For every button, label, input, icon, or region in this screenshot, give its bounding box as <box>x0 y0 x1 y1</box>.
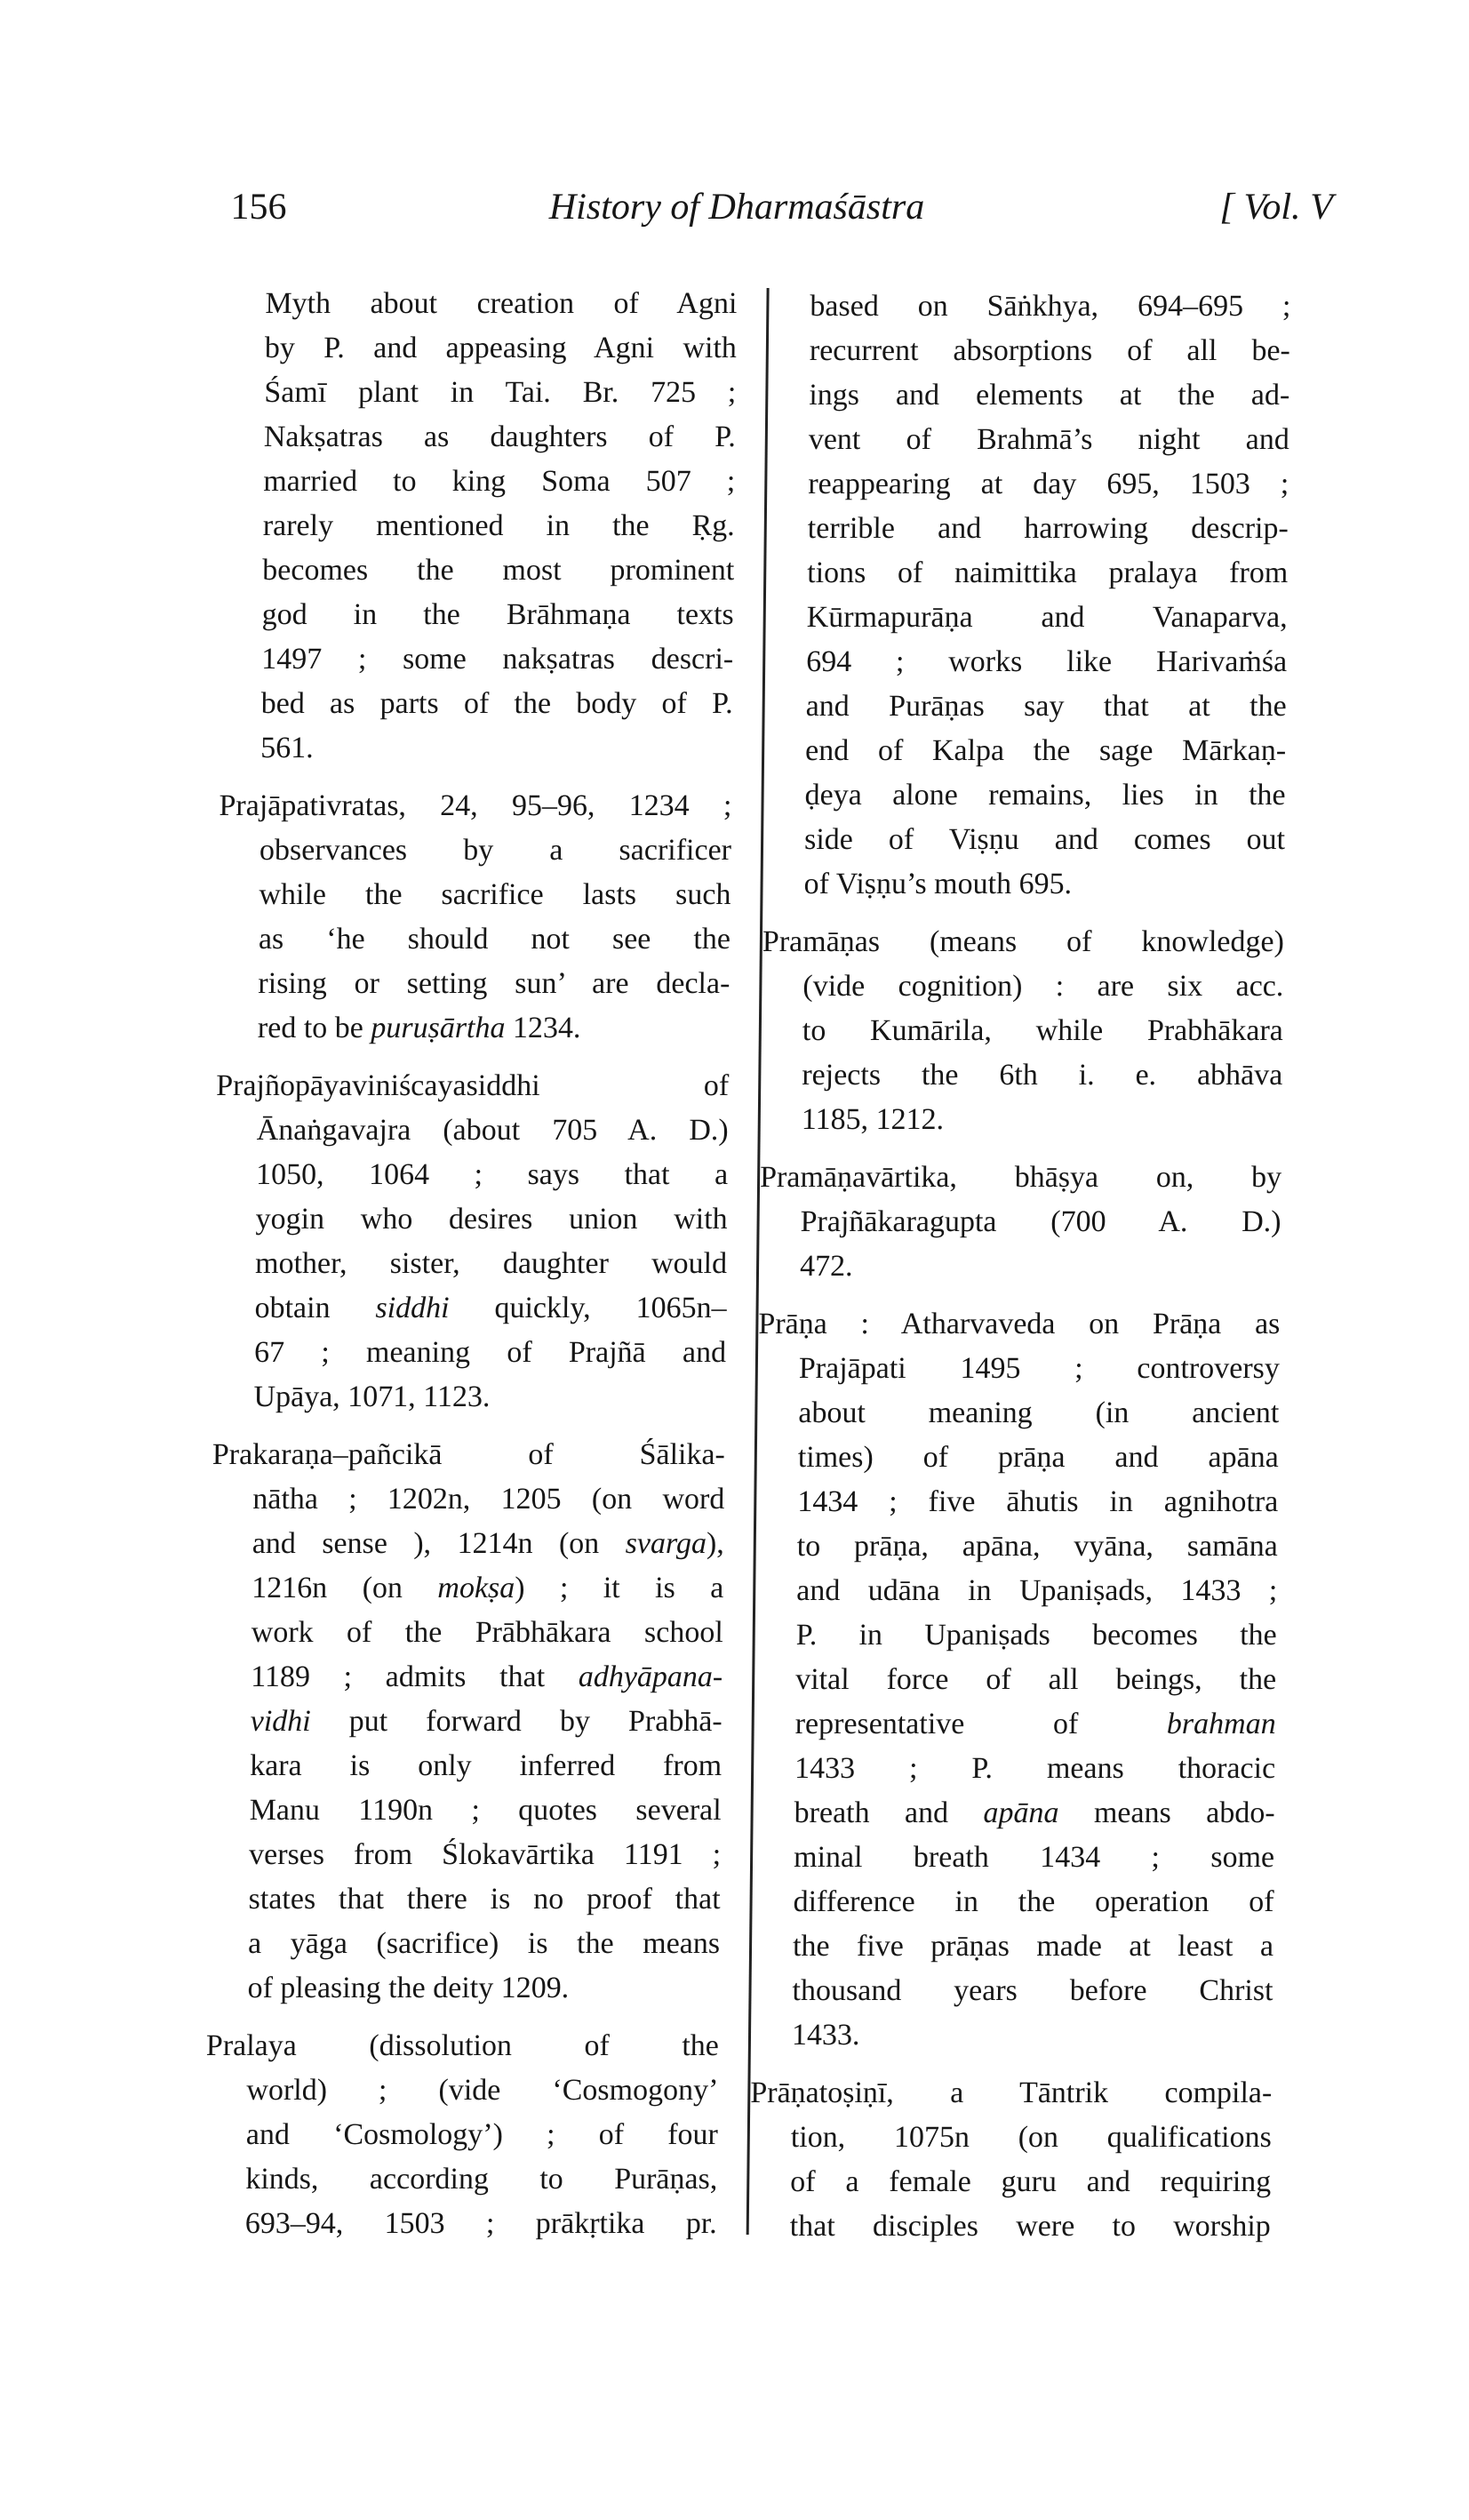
entry-headword-line: Prāṇatoṣiṇī, a Tāntrik compila- <box>750 2076 1273 2109</box>
entry-line: Upāya, 1071, 1123. <box>253 1380 491 1413</box>
entry-line: of Viṣṇu’s mouth 695. <box>803 868 1073 900</box>
index-entry <box>758 1302 1281 2058</box>
entry-line <box>258 1006 731 1051</box>
italic-term: adhyāpana- <box>578 1660 723 1693</box>
italic-term: brahman <box>1166 1708 1276 1740</box>
index-column-left <box>205 282 738 2246</box>
entry-line: and ‘Cosmology’) ; of four <box>245 2118 719 2151</box>
entry-line: of a female guru and requiring <box>790 2165 1272 2198</box>
index-entry <box>750 2071 1273 2249</box>
italic-term: puruṣārtha <box>371 1012 506 1044</box>
italic-term: siddhi <box>375 1292 450 1324</box>
entry-line: 693–94, 1503 ; prākṛtika pr. <box>244 2207 717 2240</box>
entry-line: difference in the operation of <box>793 1885 1274 1918</box>
entry-line: married to king Soma 507 ; <box>263 465 736 498</box>
entry-line: Prajāpati 1495 ; controversy <box>798 1352 1281 1385</box>
entry-line: Prajñākaragupta (700 A. D.) <box>800 1205 1281 1238</box>
entry-line: rising or setting sun’ are decla- <box>258 967 731 1000</box>
entry-line: 694 ; works like Harivaṁśa <box>806 645 1288 678</box>
entry-line: becomes the most prominent <box>262 554 735 587</box>
entry-line: nātha ; 1202n, 1205 (on word <box>252 1483 725 1516</box>
entry-line: about meaning (in ancient <box>798 1396 1280 1429</box>
entry-line: to prāṇa, apāna, vyāna, samāna <box>796 1530 1278 1563</box>
volume-label: [ Vol. V <box>1219 187 1333 228</box>
index-entry <box>260 282 738 771</box>
text-segment: breath and <box>794 1796 984 1829</box>
running-title: History of Dharmaśāstra <box>548 187 925 228</box>
entry-headword-line: Pramāṇavārtika, bhāṣya on, by <box>759 1161 1282 1194</box>
entry-line <box>254 1286 727 1331</box>
entry-line: Manu 1190n ; quotes several <box>249 1794 722 1827</box>
entry-line: Nakṣatras as daughters of P. <box>263 420 737 453</box>
italic-term: apāna <box>983 1796 1059 1829</box>
text-segment: ) ; it is a <box>515 1572 724 1604</box>
entry-line: observances by a sacrificer <box>259 834 732 867</box>
entry-line: reappearing at day 695, 1503 ; <box>808 468 1289 500</box>
index-entry <box>803 284 1290 907</box>
entry-line: kinds, according to Purāṇas, <box>245 2163 718 2196</box>
entry-line: 1434 ; five āhutis in agnihotra <box>797 1485 1279 1518</box>
entry-line: ḍeya alone remains, lies in the <box>804 779 1286 812</box>
text-segment: means abdo- <box>1058 1796 1275 1829</box>
italic-term: vidhi <box>250 1705 311 1738</box>
entry-line: tion, 1075n (on qualifications <box>790 2121 1273 2154</box>
entry-line: rejects the 6th i. e. abhāva <box>802 1059 1283 1092</box>
entry-line: and Purāṇas say that at the <box>805 690 1287 723</box>
entry-line: Kūrmapurāṇa and Vanaparva, <box>806 601 1288 634</box>
page-number: 156 <box>230 187 287 228</box>
entry-line: rarely mentioned in the Ṛg. <box>262 509 735 542</box>
index-entry <box>219 784 732 1051</box>
entry-line: end of Kalpa the sage Mārkaṇ- <box>804 734 1287 767</box>
entry-line: side of Viṣṇu and comes out <box>803 823 1286 856</box>
entry-line: while the sacrifice lasts such <box>259 878 731 911</box>
entry-line: to Kumārila, while Prabhākara <box>802 1014 1284 1047</box>
entry-line: 67 ; meaning of Prajñā and <box>253 1336 727 1369</box>
index-entry <box>212 1433 726 2011</box>
text-segment: representative of <box>794 1708 1168 1740</box>
entry-line: work of the Prābhākara school <box>251 1616 723 1649</box>
entry-line: of pleasing the deity 1209. <box>247 1972 570 2004</box>
text-segment: quickly, 1065n– <box>449 1292 727 1324</box>
entry-line: by P. and appeasing Agni with <box>264 332 738 364</box>
entry-line: 1050, 1064 ; says that a <box>255 1158 729 1191</box>
entry-line: ings and elements at the ad- <box>809 379 1290 412</box>
entry-line: and udāna in Upaniṣads, 1433 ; <box>796 1574 1278 1607</box>
text-segment: 1189 ; admits that <box>251 1660 579 1693</box>
entry-line: P. in Upaniṣads becomes the <box>795 1619 1277 1652</box>
entry-line: 1433. <box>791 2019 860 2052</box>
entry-line <box>251 1566 724 1611</box>
entry-line <box>251 1655 723 1700</box>
entry-line <box>250 1700 723 1744</box>
entry-line: tions of naimittika pralaya from <box>807 556 1289 589</box>
entry-line: vent of Brahmā’s night and <box>808 423 1290 456</box>
entry-line: terrible and harrowing descrip- <box>807 512 1289 545</box>
entry-headword-line: Pramāṇas (means of knowledge) <box>762 925 1285 958</box>
text-segment: red to be <box>257 1012 371 1044</box>
italic-term: svarga <box>625 1527 707 1560</box>
entry-line: bed as parts of the body of P. <box>260 687 733 720</box>
entry-line: world) ; (vide ‘Cosmogony’ <box>246 2074 719 2107</box>
index-entry <box>216 1064 730 1420</box>
entry-headword-line: Pralaya (dissolution of the <box>205 2029 720 2062</box>
entry-line: 1185, 1212. <box>801 1103 945 1136</box>
entry-line: states that there is no proof that <box>248 1883 721 1916</box>
text-segment: obtain <box>254 1292 376 1324</box>
entry-line: 472. <box>799 1250 853 1283</box>
entry-line: the five prāṇas made at least a <box>792 1930 1274 1963</box>
text-segment: put forward by Prabhā- <box>310 1705 723 1738</box>
index-entry <box>205 2024 720 2246</box>
entry-line: 561. <box>259 732 314 764</box>
entry-headword-line: Prajñopāyaviniścayasiddhi of <box>216 1069 730 1102</box>
entry-line <box>794 1702 1276 1747</box>
entry-line: 1433 ; P. means thoracic <box>794 1752 1276 1785</box>
entry-line: Myth about creation of Agni <box>265 287 738 320</box>
entry-line <box>794 1791 1275 1836</box>
entry-line: Śamī plant in Tai. Br. 725 ; <box>264 376 737 409</box>
entry-line: verses from Ślokavārtika 1191 ; <box>248 1838 722 1871</box>
text-segment: 1234. <box>505 1012 581 1044</box>
entry-line: that disciples were to worship <box>789 2210 1271 2243</box>
entry-line: based on Sāṅkhya, 694–695 ; <box>810 290 1291 323</box>
entry-line: thousand years before Christ <box>792 1974 1273 2007</box>
text-segment: 1216n (on <box>251 1572 438 1604</box>
entry-line: a yāga (sacrifice) is the means <box>247 1927 721 1960</box>
italic-term: mokṣa <box>437 1572 515 1604</box>
entry-line: vital force of all beings, the <box>795 1663 1277 1696</box>
entry-line: minal breath 1434 ; some <box>793 1841 1275 1874</box>
entry-line: 1497 ; some nakṣatras descri- <box>261 643 734 676</box>
index-entry <box>759 1156 1282 1289</box>
entry-line <box>252 1522 725 1566</box>
entry-headword-line: Prāṇa : Atharvaveda on Prāṇa as <box>758 1308 1281 1340</box>
entry-line: kara is only inferred from <box>250 1749 723 1782</box>
index-entry <box>762 920 1285 1142</box>
entry-line: (vide cognition) : are six acc. <box>802 970 1284 1003</box>
entry-line: god in the Brāhmaṇa texts <box>261 598 734 631</box>
entry-line: times) of prāṇa and apāna <box>797 1441 1280 1474</box>
entry-headword-line: Prakaraṇa–pañcikā of Śālika- <box>212 1438 726 1471</box>
entry-headword-line: Prajāpativratas, 24, 95–96, 1234 ; <box>219 789 732 822</box>
entry-line: mother, sister, daughter would <box>254 1247 728 1280</box>
entry-line: as ‘he should not see the <box>258 923 731 956</box>
entry-line: Ānaṅgavajra (about 705 A. D.) <box>256 1114 729 1147</box>
index-column-right <box>750 284 1291 2249</box>
text-segment: and sense ), 1214n (on <box>251 1527 626 1560</box>
entry-line: recurrent absorptions of all be- <box>809 334 1291 367</box>
column-divider <box>746 288 770 2235</box>
entry-line: yogin who desires union with <box>255 1203 728 1236</box>
text-segment: ), <box>706 1527 725 1560</box>
